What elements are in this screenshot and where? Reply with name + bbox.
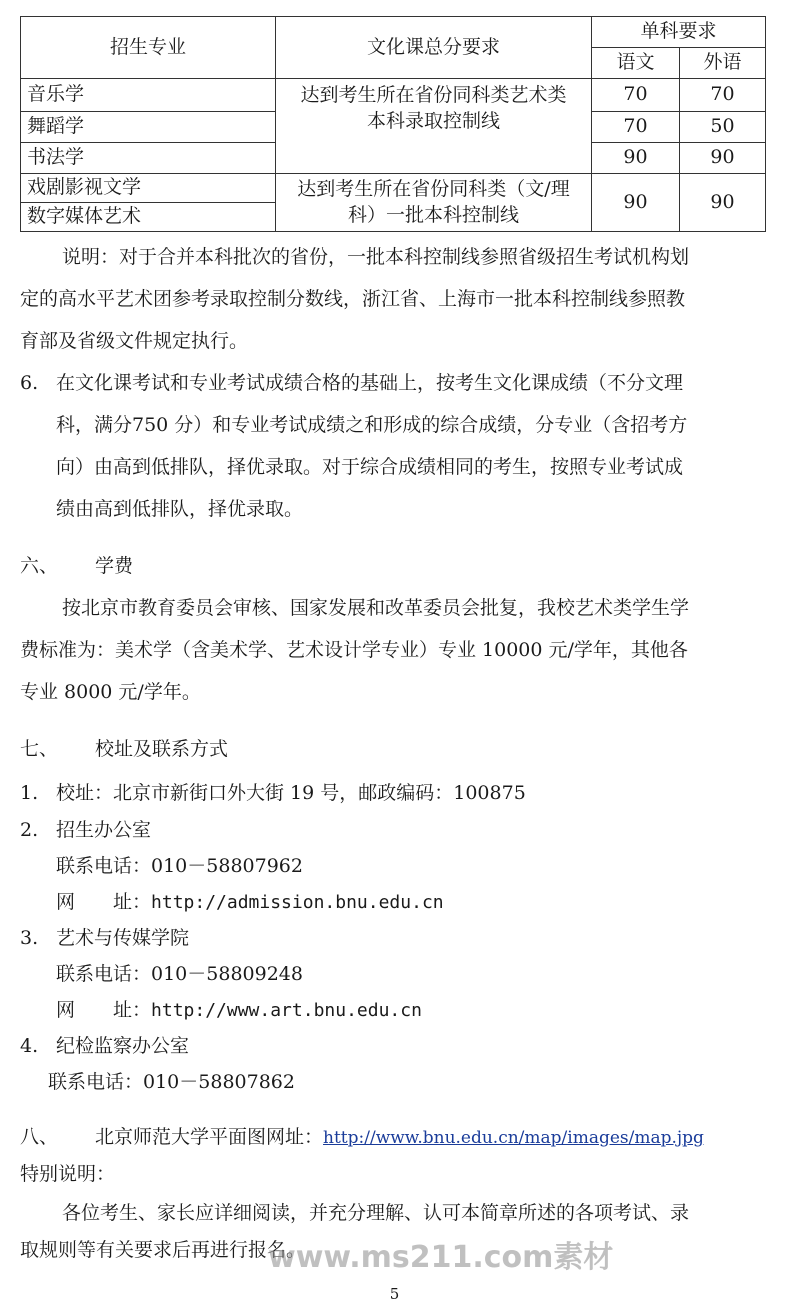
header-chinese: 语文 [592, 48, 680, 79]
art-media-school-web-row [56, 997, 422, 1024]
contact-item-number: 1. [20, 782, 39, 804]
group2-total-requirement: 达到考生所在省份同科类（文/理科）一批本科控制线 [276, 174, 592, 232]
note-line-3: 育部及省级文件规定执行。 [20, 330, 249, 352]
table-row-major: 书法学 [21, 143, 276, 174]
section-8-number: 八、 [20, 1126, 59, 1148]
section-7-title: 校址及联系方式 [95, 738, 229, 760]
table-cell-foreign: 90 [680, 143, 766, 174]
contact-item-number: 2. [20, 819, 39, 841]
table-cell-chinese: 90 [592, 174, 680, 232]
admission-office-web-row [56, 889, 444, 916]
section-6-line-2: 费标准为：美术学（含美术学、艺术设计学专业）专业 10000 元/学年，其他各 [20, 639, 688, 661]
section-7-number: 七、 [20, 738, 59, 760]
table-row-major: 舞蹈学 [21, 112, 276, 143]
special-notice-line-2: 取规则等有关要求后再进行报名。 [20, 1239, 306, 1261]
requirements-table [20, 16, 766, 232]
discipline-office-phone: 联系电话：010－58807862 [48, 1071, 295, 1093]
map-label: 北京师范大学平面图网址： [95, 1126, 324, 1148]
section-6-line-1: 按北京市教育委员会审核、国家发展和改革委员会批复，我校艺术类学生学 [62, 597, 690, 619]
table-row-major: 音乐学 [21, 79, 276, 112]
note-line-1: 说明：对于合并本科批次的省份，一批本科控制线参照省级招生考试机构划 [62, 246, 690, 268]
item-6-number: 6. [20, 372, 39, 394]
art-media-school-title: 艺术与传媒学院 [56, 927, 190, 949]
admission-office-phone: 联系电话：010－58807962 [56, 855, 303, 877]
header-foreign-language: 外语 [680, 48, 766, 79]
table-cell-chinese: 90 [592, 143, 680, 174]
discipline-office-title: 纪检监察办公室 [56, 1035, 190, 1057]
web-label: 网 址： [56, 999, 152, 1021]
table-row-major: 戏剧影视文学 [21, 174, 276, 203]
table-cell-chinese: 70 [592, 79, 680, 112]
table-cell-foreign: 70 [680, 79, 766, 112]
special-notice-line-1: 各位考生、家长应详细阅读，并充分理解、认可本简章所述的各项考试、录 [62, 1202, 690, 1224]
header-total-score: 文化课总分要求 [276, 17, 592, 79]
table-row-major: 数字媒体艺术 [21, 203, 276, 232]
item-6-line-3: 向）由高到低排队，择优录取。对于综合成绩相同的考生，按照专业考试成 [56, 456, 684, 478]
contact-item-number: 4. [20, 1035, 39, 1057]
header-single-subject: 单科要求 [592, 17, 766, 48]
item-6-line-4: 绩由高到低排队，择优录取。 [56, 498, 304, 520]
item-6-line-1: 在文化课考试和专业考试成绩合格的基础上，按考生文化课成绩（不分文理 [56, 372, 684, 394]
table-cell-chinese: 70 [592, 112, 680, 143]
special-notice-title: 特别说明： [20, 1163, 116, 1185]
section-6-title: 学费 [95, 555, 134, 577]
art-media-school-url[interactable]: http://www.art.bnu.edu.cn [151, 1000, 422, 1021]
item-6-line-2: 科，满分750 分）和专业考试成绩之和形成的综合成绩，分专业（含招考方 [56, 414, 688, 436]
watermark: www.ms211.com素材 [268, 1240, 614, 1275]
group1-total-requirement: 达到考生所在省份同科类艺术类本科录取控制线 [276, 79, 592, 174]
page-number: 5 [389, 1285, 400, 1303]
section-6-line-3: 专业 8000 元/学年。 [20, 681, 201, 703]
section-6-number: 六、 [20, 555, 59, 577]
web-label: 网 址： [56, 891, 152, 913]
table-cell-foreign: 90 [680, 174, 766, 232]
table-cell-foreign: 50 [680, 112, 766, 143]
admission-office-url[interactable]: http://admission.bnu.edu.cn [151, 892, 444, 913]
section-8-row [95, 1124, 704, 1151]
header-major: 招生专业 [21, 17, 276, 79]
campus-map-link[interactable]: http://www.bnu.edu.cn/map/images/map.jpg [323, 1128, 704, 1148]
contact-item-number: 3. [20, 927, 39, 949]
art-media-school-phone: 联系电话：010－58809248 [56, 963, 303, 985]
admission-office-title: 招生办公室 [56, 819, 152, 841]
note-line-2: 定的高水平艺术团参考录取控制分数线，浙江省、上海市一批本科控制线参照教 [20, 288, 686, 310]
campus-address: 校址：北京市新街口外大街 19 号，邮政编码：100875 [56, 782, 526, 804]
